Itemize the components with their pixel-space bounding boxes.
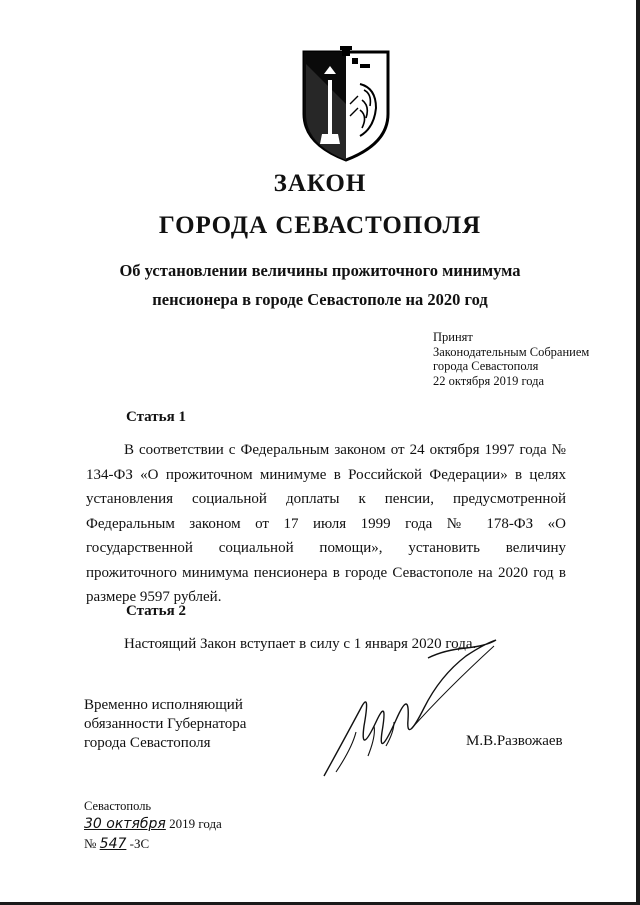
adoption-line: города Севастополя [433,359,539,373]
handwritten-signature-icon [316,636,506,786]
article-1-text: В соответствии с Федеральным законом от 24 октября 1997 года № 134-ФЗ «О прожиточном минимуме в Российской Федерации» в целях установления социальной доплаты к пенсии, предусмотренной Федеральным законом от 17 июля 1999 года № 178-ФЗ «О государственной социальной помощи», установить величину прожиточного минимума пенсионера в городе Севастополе на 2020 год в размере 9597 рублей. [86,442,566,605]
signer-position [84,696,246,753]
signing-date-handwritten: 30 октября [84,816,166,832]
adoption-date: 22 октября 2019 года [433,373,545,388]
article-2-text: Настоящий Закон вступает в силу с 1 января 2020 года. [124,636,477,652]
sevastopol-coat-of-arms-icon [300,44,392,162]
law-number-handwritten: 547 [99,836,127,852]
signer-name: М.В.Развожаев [466,733,563,749]
signing-place: Севастополь [84,799,152,813]
signer-position-line: города Севастополя [84,735,211,751]
law-subtitle [60,256,580,314]
law-number-prefix: № [84,836,97,851]
signing-date [84,816,222,832]
subtitle-line: Об установлении величины прожиточного минимума [119,261,521,280]
subtitle-line: пенсионера в городе Севастополе на 2020 год [152,290,488,309]
scan-border-right [636,0,640,905]
law-number [84,836,149,852]
adoption-line: Принят [433,330,473,344]
law-title: ЗАКОН [273,170,367,197]
adoption-line: Законодательным Собранием [433,344,590,359]
law-title-city: ГОРОДА СЕВАСТОПОЛЯ [158,212,482,239]
law-number-suffix: -ЗС [129,836,150,851]
article-2-heading: Статья 2 [126,603,186,619]
article-1-heading: Статья 1 [126,409,186,425]
adoption-note [433,330,589,388]
signer-position-line: обязанности Губернатора [84,716,247,732]
signing-date-year: 2019 года [169,816,222,831]
signer-position-line: Временно исполняющий [84,697,243,713]
